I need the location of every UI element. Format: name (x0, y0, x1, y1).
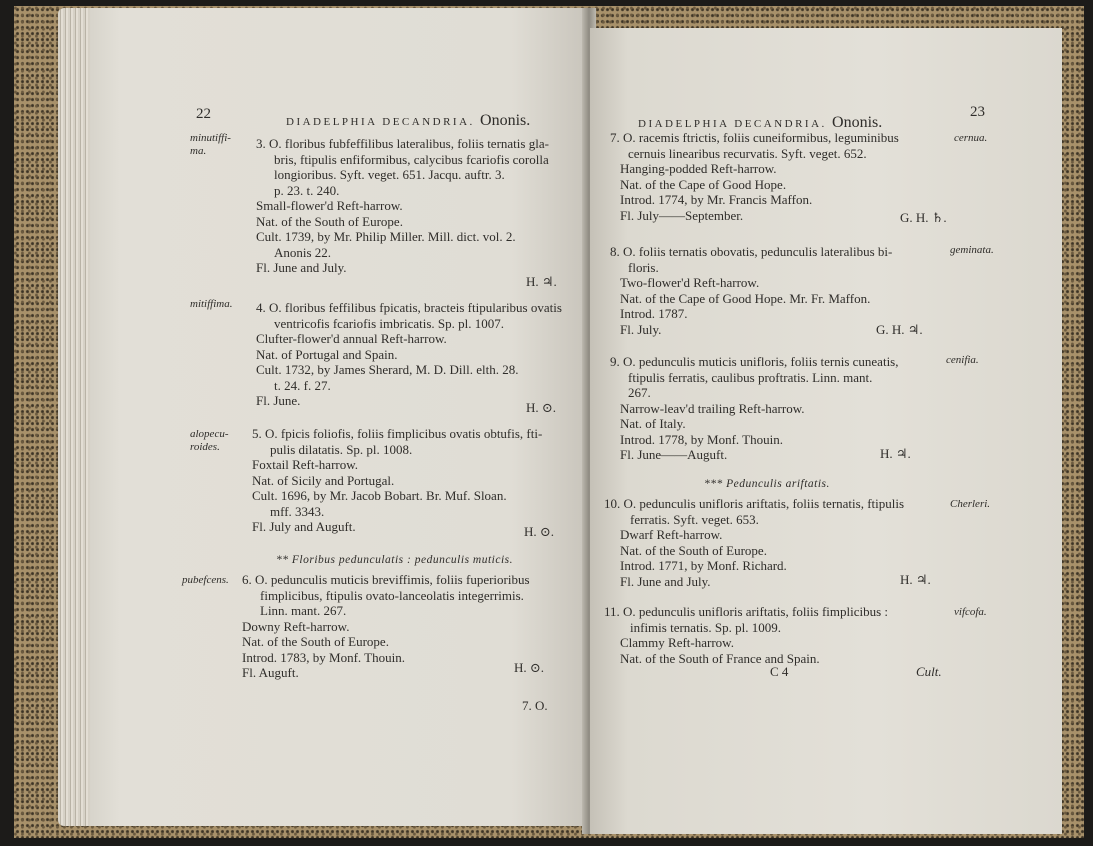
margin-line: minutiffi- (190, 132, 231, 144)
entry-line: Two-flower'd Reft-harrow. (620, 275, 760, 290)
entry-line: Nat. of the South of Europe. (620, 542, 767, 558)
habitat-symbol: H. ♃. (526, 274, 557, 289)
margin-species-name (950, 244, 994, 257)
entry-line: Small-flower'd Reft-harrow. (256, 198, 403, 213)
entry-line: bris, ftipulis enfiformibus, calycibus fcariofis corolla (274, 151, 549, 167)
entry-line: longioribus. Syft. veget. 651. Jacqu. auftr. 3. (274, 167, 505, 182)
margin-line: roides. (190, 441, 220, 453)
entry-line: Clammy Reft-harrow. (620, 635, 734, 650)
margin-line: Cherleri. (950, 498, 991, 510)
entry-line: Foxtail Reft-harrow. (252, 457, 359, 472)
entry-line: Fl. July——September. (620, 207, 744, 223)
habitat-symbol: G. H. ♃. (876, 322, 923, 337)
habitat-symbol: H. ♃. (880, 446, 911, 461)
margin-line: geminata. (950, 244, 994, 256)
habitat-symbol: H. ⊙. (514, 660, 545, 675)
entry-9 (610, 354, 899, 463)
entry-line: Nat. of Sicily and Portugal. (252, 472, 395, 488)
margin-line: mitiffima. (190, 298, 233, 310)
left-running-head (286, 112, 530, 130)
entry-line: Fl. June——Auguft. (620, 447, 728, 462)
entry-line: Cult. 1696, by Mr. Jacob Bobart. Br. Muf. Sloan. (252, 488, 507, 503)
entry-line: Fl. July and Auguft. (252, 519, 356, 534)
habitat-symbol: H. ♃. (900, 572, 931, 587)
entry-5 (252, 426, 542, 535)
entry-6 (242, 572, 530, 681)
entry-line: t. 24. f. 27. (274, 377, 331, 393)
margin-species-name (190, 132, 231, 158)
margin-line: cernua. (954, 132, 988, 144)
section-heading: ** Floribus pedunculatis : pedunculis muticis. (276, 554, 514, 566)
entry-line: 267. (628, 385, 651, 400)
entry-line: Fl. June. (256, 393, 301, 408)
entry-line: Fl. Auguft. (242, 665, 299, 680)
entry-7 (610, 130, 899, 223)
entry-line: Nat. of the South of Europe. (242, 634, 389, 649)
entry-line: 5. O. fpicis foliofis, foliis fimplicibus ovatis obtufis, fti- (252, 426, 543, 441)
entry-line: 6. O. pedunculis muticis breviffimis, foliis fuperioribus (242, 572, 530, 587)
entry-line: mff. 3343. (270, 503, 325, 519)
entry-line: Nat. of the South of France and Spain. (620, 650, 820, 666)
entry-line: ftipulis ferratis, caulibus proftratis. Linn. mant. (628, 369, 873, 385)
margin-line: cenifia. (946, 354, 979, 366)
entry-line: 8. O. foliis ternatis obovatis, pedunculis lateralibus bi- (610, 244, 893, 259)
entry-8 (610, 244, 892, 337)
entry-line: 11. O. pedunculis unifloris ariftatis, foliis fimplicibus : (604, 604, 889, 619)
entry-line: 7. O. racemis ftrictis, foliis cuneiformibus, leguminibus (610, 130, 899, 145)
margin-species-name (190, 428, 228, 454)
left-page (90, 8, 586, 826)
entry-11 (604, 604, 888, 666)
entry-line: floris. (628, 259, 659, 275)
entry-line: Nat. of Italy. (620, 416, 686, 431)
margin-line: vifcofa. (954, 606, 987, 618)
margin-species-name (946, 354, 979, 367)
margin-species-name (950, 498, 990, 511)
entry-line: Cult. 1732, by James Sherard, M. D. Dill. elth. 28. (256, 362, 519, 377)
entry-line: 10. O. pedunculis unifloris ariftatis, foliis ternatis, ftipulis (604, 496, 905, 511)
entry-line: Clufter-flower'd annual Reft-harrow. (256, 331, 447, 346)
entry-line: Introd. 1783, by Monf. Thouin. (242, 649, 405, 665)
running-head-genus: Ononis. (480, 112, 531, 129)
running-head-genus: Ononis. (832, 114, 883, 131)
entry-line: Nat. of Portugal and Spain. (256, 346, 398, 362)
margin-species-name (182, 574, 229, 587)
entry-line: fimplicibus, ftipulis ovato-lanceolatis integerrimis. (260, 587, 524, 603)
entry-line: Introd. 1787. (620, 306, 688, 321)
entry-line: Introd. 1771, by Monf. Richard. (620, 558, 787, 573)
entry-line: Nat. of the Cape of Good Hope. (620, 176, 787, 192)
entry-line: Nat. of the South of Europe. (256, 213, 403, 229)
entry-line: Dwarf Reft-harrow. (620, 527, 723, 542)
margin-species-name (190, 298, 232, 311)
section-heading: *** Pedunculis ariftatis. (704, 478, 830, 490)
entry-line: Nat. of the Cape of Good Hope. Mr. Fr. Maffon. (620, 290, 871, 306)
margin-species-name (954, 132, 987, 145)
entry-line: Linn. mant. 267. (260, 603, 347, 618)
entry-line: Anonis 22. (274, 244, 332, 260)
entry-line: Fl. June and July. (620, 573, 711, 589)
left-page-number: 22 (196, 106, 211, 122)
habitat-symbol: H. ⊙. (524, 524, 555, 539)
entry-line: p. 23. t. 240. (274, 182, 340, 198)
habitat-symbol: H. ⊙. (526, 400, 557, 415)
running-head-text: DIADELPHIA DECANDRIA. (286, 116, 475, 128)
margin-species-name (954, 606, 987, 619)
margin-line: pubefcens. (182, 574, 229, 586)
entry-line: Hanging-podded Reft-harrow. (620, 161, 777, 176)
entry-line: infimis ternatis. Sp. pl. 1009. (630, 619, 781, 635)
entry-line: Narrow-leav'd trailing Reft-harrow. (620, 400, 805, 416)
entry-line: Downy Reft-harrow. (242, 618, 350, 634)
entry-line: ferratis. Syft. veget. 653. (630, 511, 759, 527)
catchword: Cult. (916, 664, 942, 679)
right-page (590, 28, 1062, 834)
margin-line: alopecu- (190, 428, 229, 440)
entry-3 (256, 136, 549, 276)
habitat-symbol: G. H. ♄. (900, 210, 947, 225)
entry-line: Introd. 1774, by Mr. Francis Maffon. (620, 192, 813, 207)
entry-line: pulis dilatatis. Sp. pl. 1008. (270, 441, 413, 457)
right-page-number: 23 (970, 104, 985, 120)
margin-line: ma. (190, 145, 207, 157)
entry-line: 3. O. floribus fubfeffilibus lateralibus, foliis ternatis gla- (256, 136, 549, 151)
entry-line: 4. O. floribus feffilibus fpicatis, bracteis ftipularibus ovatis (256, 300, 562, 315)
running-head-text: DIADELPHIA DECANDRIA. (638, 118, 827, 130)
catchword: 7. O. (522, 698, 548, 713)
entry-10 (604, 496, 904, 589)
entry-line: Introd. 1778, by Monf. Thouin. (620, 431, 783, 447)
signature-mark: C 4 (770, 664, 789, 679)
entry-4 (256, 300, 562, 409)
entry-line: Fl. June and July. (256, 260, 347, 275)
entry-line: 9. O. pedunculis muticis unifloris, foliis ternis cuneatis, (610, 354, 899, 369)
entry-line: cernuis linearibus recurvatis. Syft. veget. 652. (628, 145, 867, 161)
entry-line: Cult. 1739, by Mr. Philip Miller. Mill. dict. vol. 2. (256, 229, 516, 244)
entry-line: Fl. July. (620, 321, 662, 337)
entry-line: ventricofis fcariofis imbricatis. Sp. pl. 1007. (274, 315, 504, 331)
